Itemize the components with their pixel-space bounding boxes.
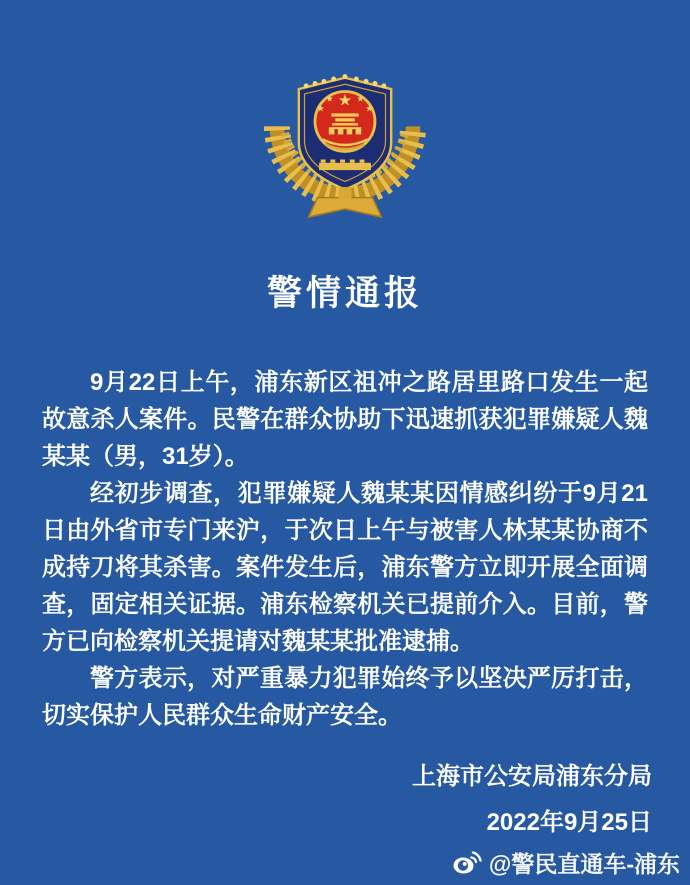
- issuing-authority: 上海市公安局浦东分局: [412, 763, 652, 790]
- weibo-watermark: [452, 846, 680, 879]
- police-badge-icon: [264, 68, 426, 226]
- watermark-text: @警民直通车-浦东: [488, 851, 680, 877]
- paragraph-2: 经初步调查，犯罪嫌疑人魏某某因情感纠纷于9月21日由外省市专门来沪，于次日上午与被害人林某某协商不成持刀将其杀害。案件发生后，浦东警方立即开展全面调查，固定相关证据。浦东检察机关已提前介入。目前，警方已向检察机关提请对魏某某批准逮捕。: [42, 480, 648, 655]
- emblem-container: [0, 0, 690, 226]
- signature-block: [0, 754, 652, 846]
- notice-title: 警情通报: [266, 274, 423, 313]
- weibo-icon: [452, 850, 482, 876]
- paragraph-3: 警方表示，对严重暴力犯罪始终予以坚决严厉打击，切实保护人民群众生命财产安全。: [42, 665, 648, 729]
- notice-body: [42, 364, 648, 734]
- issue-date: 2022年9月25日: [486, 809, 652, 836]
- paragraph-1: 9月22日上午，浦东新区祖冲之路居里路口发生一起故意杀人案件。民警在群众协助下迅速抓获犯罪嫌疑人魏某某（男，31岁）。: [42, 369, 648, 470]
